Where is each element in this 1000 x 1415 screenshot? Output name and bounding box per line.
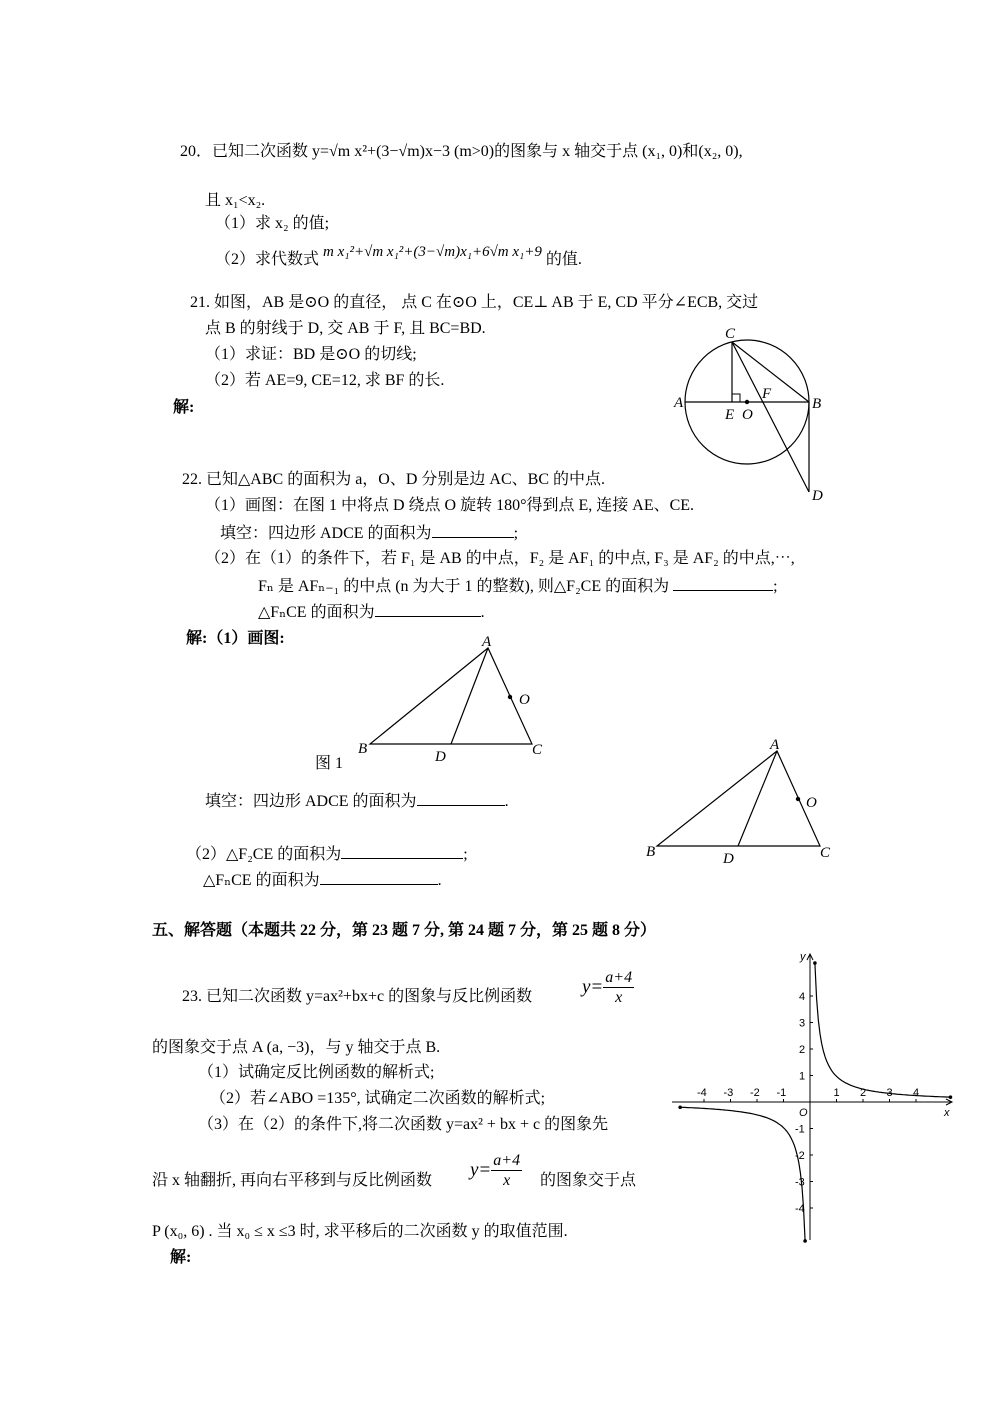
q21-line2: 点 B 的射线于 D, 交 AB 于 F, 且 BC=BD. [205, 320, 486, 337]
x-tick-marks [697, 1087, 919, 1102]
q20-part1: （1）求 x₂ 的值; [215, 215, 330, 232]
triangle-abc-2 [657, 751, 820, 846]
x-tick-label: -3 [723, 1087, 734, 1099]
origin-label: O [799, 1107, 808, 1119]
q22-figure2 [640, 735, 840, 865]
fig2-label-c: C [820, 845, 831, 861]
fig2-label-a: A [770, 737, 780, 753]
section5-heading: 五、解答题（本题共 22 分，第 23 题 7 分, 第 24 题 7 分，第 25 题 8 分） [152, 922, 657, 939]
label-a: A [674, 395, 684, 411]
q20-part2-suffix: 的值. [545, 251, 582, 268]
fig2-label-b: B [646, 844, 656, 860]
y-tick-label: -3 [795, 1176, 805, 1189]
x-tick-label: -2 [750, 1087, 760, 1099]
x-tick-label: 4 [913, 1087, 920, 1099]
q23-fraction [582, 968, 634, 1007]
q21-solve-label: 解: [173, 399, 195, 416]
label-c: C [725, 326, 736, 342]
x-tick-label: 3 [886, 1087, 893, 1099]
q20-line1: 20．已知二次函数 y=√m x²+(3−√m)x−3 (m>0)的图象与 x 轴交于点 (x₁, 0)和(x₂, 0), [180, 143, 743, 160]
answer-blank[interactable] [432, 523, 514, 538]
endpoint-dot [803, 1239, 807, 1243]
hyperbola-branch-right [815, 963, 951, 1097]
x-axis-label: x [944, 1107, 950, 1119]
q23-part2: （2）若∠ABO =135°, 试确定二次函数的解析式; [210, 1090, 546, 1107]
q22-fill2: 填空：四边形 ADCE 的面积为 . [205, 793, 509, 810]
fig1-label-b: B [358, 741, 368, 757]
q20-part2-prefix: （2）求代数式 [215, 251, 320, 268]
y-tick-label: 4 [799, 991, 806, 1003]
fraction-numerator: a+4 [603, 968, 634, 988]
q23-solve-label: 解: [170, 1249, 192, 1266]
q23-part3: （3）在（2）的条件下,将二次函数 y=ax² + bx + c 的图象先 [198, 1116, 609, 1133]
answer-blank[interactable] [320, 870, 438, 885]
q21-part2: （2）若 AE=9, CE=12, 求 BF 的长. [205, 372, 445, 389]
q23-part1: （1）试确定反比例函数的解析式; [198, 1064, 435, 1081]
endpoint-dot [678, 1105, 682, 1109]
x-tick-label: -1 [776, 1087, 787, 1099]
fraction [603, 968, 634, 1007]
q22-ans2-a-text: （2）△F₂CE 的面积为 [186, 846, 342, 863]
fig1-caption: 图 1 [315, 755, 344, 772]
label-d: D [812, 488, 823, 504]
fig2-label-o: O [806, 795, 817, 811]
fraction-lhs: y= [470, 1159, 492, 1181]
q23-line1: 23. 已知二次函数 y=ax²+bx+c 的图象与反比例函数 [182, 988, 533, 1005]
fraction-denominator: x [503, 1172, 511, 1190]
q22-ans2-b: △FₙCE 的面积为 . [203, 872, 442, 889]
fig1-label-o: O [519, 692, 530, 708]
center-dot [745, 400, 749, 404]
q23-line2: 的图象交于点 A (a, −3)，与 y 轴交于点 B. [152, 1039, 441, 1056]
answer-blank[interactable] [341, 844, 463, 859]
q21-circle-figure [670, 320, 840, 510]
y-tick-label: 3 [799, 1017, 806, 1030]
q20-line2: 且 x₁<x₂. [205, 192, 266, 209]
q22-part2-line3-text: △FₙCE 的面积为 [258, 604, 375, 621]
q22-part1: （1）画图：在图 1 中将点 D 绕点 O 旋转 180°得到点 E, 连接 AE、CE. [205, 497, 695, 514]
q23-part3c: 的图象交于点 [540, 1172, 637, 1189]
q23-fraction-2 [470, 1151, 522, 1190]
q23-part3d: P (x₀, 6) . 当 x₀ ≤ x ≤3 时, 求平移后的二次函数 y 的取值范围. [152, 1223, 568, 1240]
q22-figure1 [355, 630, 555, 765]
q23-part3b: 沿 x 轴翻折, 再向右平移到与反比例函数 [152, 1172, 433, 1189]
y-axis-label: y [800, 951, 806, 963]
q20-part2 [215, 244, 582, 269]
q22-fill1: 填空：四边形 ADCE 的面积为 ; [220, 525, 519, 542]
label-f: F [762, 386, 772, 402]
answer-blank[interactable] [417, 791, 505, 806]
label-o: O [742, 407, 753, 423]
endpoint-dot [949, 1095, 953, 1099]
x-tick-label: 1 [833, 1087, 840, 1099]
q22-fill1-text: 填空：四边形 ADCE 的面积为 [220, 525, 432, 542]
y-tick-label: -4 [795, 1203, 805, 1215]
fraction-numerator: a+4 [491, 1151, 522, 1171]
x-tick-label: -4 [697, 1087, 707, 1099]
q22-ans2-a: （2）△F₂CE 的面积为 ; [186, 846, 468, 863]
q21-line1: 21. 如图，AB 是⊙O 的直径， 点 C 在⊙O 上，CE⊥ AB 于 E, CD 平分∠ECB, 交过 [190, 294, 759, 311]
fig1-label-d: D [435, 749, 446, 765]
triangle-abc [370, 648, 532, 744]
right-angle-mark [732, 394, 740, 402]
y-tick-label: -1 [795, 1123, 805, 1136]
q22-fill2-text: 填空：四边形 ADCE 的面积为 [205, 793, 417, 810]
fig1-label-a: A [482, 634, 492, 650]
q22-solve-text: 解:（1）画图: [186, 630, 285, 647]
x-tick-label: 2 [860, 1087, 867, 1099]
y-tick-label: -2 [795, 1150, 805, 1162]
q22-part2-line2: Fₙ 是 AFₙ₋₁ 的中点 (n 为大于 1 的整数), 则△F₂CE 的面积为 ; [258, 578, 778, 595]
q22-ans2-b-text: △FₙCE 的面积为 [203, 872, 320, 889]
q22-part2-line3: △FₙCE 的面积为 . [258, 604, 485, 621]
answer-blank[interactable] [673, 576, 773, 591]
fig2-label-d: D [723, 851, 734, 867]
answer-blank[interactable] [375, 602, 481, 617]
fraction-denominator: x [615, 989, 623, 1007]
q22-part2-line2-text: Fₙ 是 AFₙ₋₁ 的中点 (n 为大于 1 的整数), 则△F₂CE 的面积为 [258, 578, 670, 595]
q22-part2-line1: （2）在（1）的条件下，若 F₁ 是 AB 的中点，F₂ 是 AF₁ 的中点, F₃ 是 AF₂ 的中点,⋯, [205, 550, 795, 567]
hyperbola-graph [660, 950, 960, 1250]
q21-part1: （1）求证：BD 是⊙O 的切线; [205, 346, 417, 363]
y-tick-label: 2 [799, 1044, 806, 1056]
endpoint-dot [813, 961, 817, 965]
q22-solve [186, 629, 285, 648]
label-b: B [812, 396, 822, 412]
point-o-2 [796, 797, 800, 801]
point-o [508, 695, 512, 699]
segment-ad-2 [738, 751, 777, 846]
y-tick-label: 1 [799, 1070, 806, 1083]
fraction [491, 1151, 522, 1190]
hyperbola-branch-left [680, 1107, 805, 1241]
label-e: E [725, 407, 735, 423]
q22-line1: 22. 已知△ABC 的面积为 a，O、D 分别是边 AC、BC 的中点. [182, 471, 605, 488]
fig1-label-c: C [532, 742, 543, 758]
fraction-lhs: y= [582, 976, 604, 998]
q20-expression: m x₁²+√m x₁²+(3−√m)x₁+6√m x₁+9 [323, 244, 542, 260]
